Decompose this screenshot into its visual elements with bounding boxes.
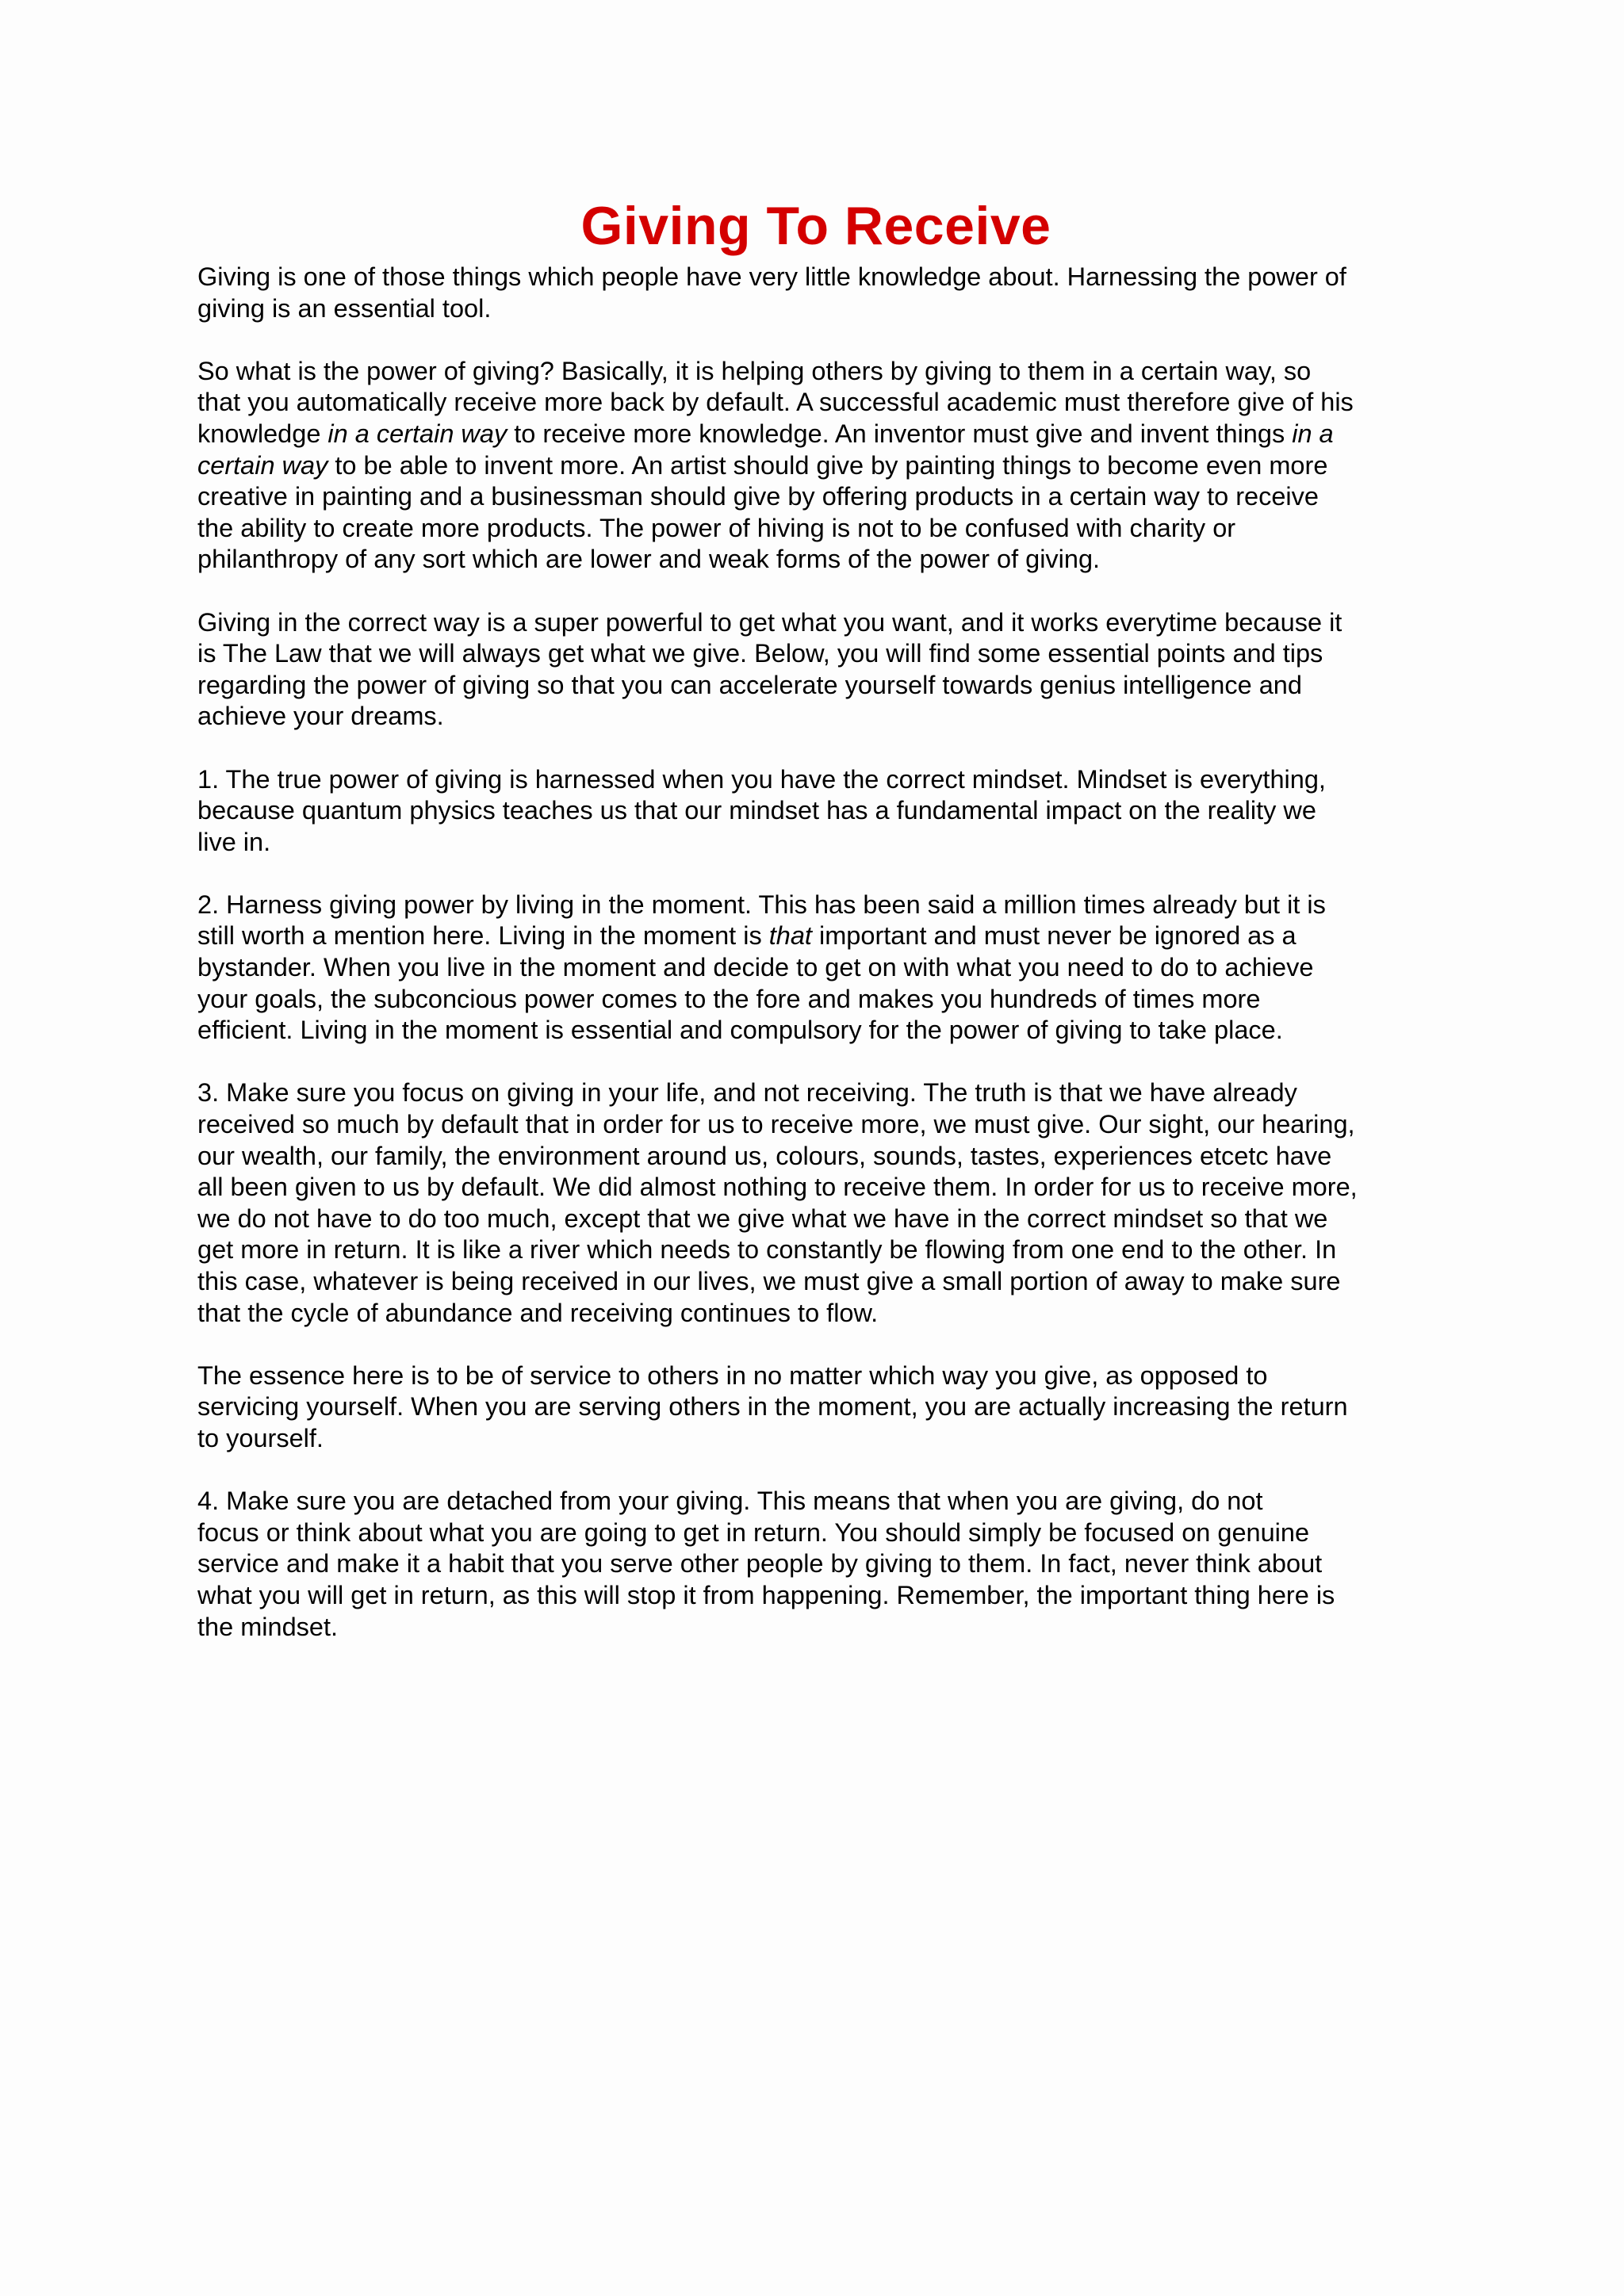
text-line [197,1266,1434,1298]
text-line [197,1423,1434,1455]
text-line [197,419,1434,450]
text-run: service and make it a habit that you serve other people by giving to them. In fact, never think about [197,1549,1323,1578]
text-line [197,1203,1434,1235]
text-run: efficient. Living in the moment is essential and compulsory for the power of giving to take place. [197,1016,1283,1045]
paragraph [197,1360,1434,1455]
paragraph-list [197,262,1434,1643]
paragraph [197,356,1434,576]
text-line [197,293,1434,325]
text-run: what you will get in return, as this will stop it from happening. Remember, the important thing here is [197,1580,1335,1609]
text-run: knowledge [197,419,328,448]
text-line [197,670,1434,702]
text-run: important and must never be ignored as a [811,921,1297,951]
text-line [197,387,1434,419]
paragraph [197,607,1434,733]
text-line [197,920,1434,952]
text-line [197,984,1434,1016]
text-run: because quantum physics teaches us that our mindset has a fundamental impact on the reality we [197,796,1316,825]
text-run: 3. Make sure you focus on giving in your life, and not receiving. The truth is that we have already [197,1078,1297,1108]
text-run: that you automatically receive more back by default. A successful academic must therefore give of his [197,388,1354,417]
text-run: achieve your dreams. [197,702,444,731]
text-run: that the cycle of abundance and receiving continues to flow. [197,1298,879,1327]
text-line [197,481,1434,513]
text-line [197,607,1434,639]
text-run: creative in painting and a businessman should give by offering products in a certain way to receive [197,482,1319,511]
text-line [197,890,1434,921]
text-line [197,544,1434,576]
text-line [197,1077,1434,1109]
text-run: get more in return. It is like a river which needs to constantly be flowing from one end to the other. In [197,1235,1337,1265]
text-line [197,1141,1434,1173]
text-run: is The Law that we will always get what we give. Below, you will find some essential points and tips [197,639,1323,668]
text-run: regarding the power of giving so that you can accelerate yourself towards genius intelligence and [197,670,1302,699]
text-run: we do not have to do too much, except that we give what we have in the correct mindset so that we [197,1203,1328,1233]
paragraph [197,1486,1434,1643]
text-line [197,1360,1434,1392]
text-run: Giving in the correct way is a super powerful to get what you want, and it works everytime because it [197,607,1342,637]
text-line [197,1517,1434,1549]
text-line [197,356,1434,388]
text-run: So what is the power of giving? Basically, it is helping others by giving to them in a certain way, so [197,356,1312,385]
text-run: 1. The true power of giving is harnessed when you have the correct mindset. Mindset is everything, [197,764,1326,794]
text-run: 4. Make sure you are detached from your giving. This means that when you are giving, do not [197,1487,1263,1516]
text-run: received so much by default that in order for us to receive more, we must give. Our sight, our hearing, [197,1110,1355,1139]
text-run: The essence here is to be of service to others in no matter which way you give, as opposed to [197,1360,1268,1390]
paragraph [197,1077,1434,1329]
text-line [197,638,1434,670]
text-line [197,450,1434,482]
paragraph [197,764,1434,859]
italic-text: certain way [197,450,328,480]
text-run: your goals, the subconcious power comes to the fore and makes you hundreds of times more [197,984,1261,1013]
text-line [197,1234,1434,1266]
text-run: philanthropy of any sort which are lower and weak forms of the power of giving. [197,545,1101,574]
text-run: bystander. When you live in the moment and decide to get on with what you need to do to achieve [197,953,1314,982]
text-run: 2. Harness giving power by living in the moment. This has been said a million times already but it is [197,890,1326,919]
italic-text: that [768,921,812,951]
text-line [197,1548,1434,1580]
paragraph [197,262,1434,324]
document-title: Giving To Receive [580,196,1051,256]
italic-text: in a [1292,419,1334,448]
text-run: the ability to create more products. The power of hiving is not to be confused with charity or [197,513,1236,542]
text-run: still worth a mention here. Living in the moment is [197,921,769,951]
text-run: live in. [197,827,271,856]
text-run: giving is an essential tool. [197,293,492,323]
text-line [197,1486,1434,1517]
text-line [197,513,1434,545]
text-run: to be able to invent more. An artist should give by painting things to become even more [327,450,1328,480]
text-line [197,827,1434,859]
italic-text: in a certain way [327,419,508,448]
text-line [197,1580,1434,1612]
text-run: this case, whatever is being received in our lives, we must give a small portion of away to make sure [197,1267,1341,1295]
paragraph [197,890,1434,1047]
text-line [197,262,1434,293]
text-line [197,1109,1434,1141]
document-body [197,190,1434,1674]
text-run: to yourself. [197,1423,324,1452]
text-line [197,952,1434,984]
text-run: servicing yourself. When you are serving others in the moment, you are actually increasing the return [197,1392,1348,1422]
text-line [197,701,1434,733]
text-line [197,1015,1434,1047]
text-run: the mindset. [197,1612,339,1641]
text-run: our wealth, our family, the environment around us, colours, sounds, tastes, experiences etcetc have [197,1141,1332,1170]
text-run: all been given to us by default. We did almost nothing to receive them. In order for us to receive more, [197,1173,1358,1202]
text-run: focus or think about what you are going to get in return. You should simply be focused on genuine [197,1517,1310,1547]
text-line [197,1298,1434,1330]
text-line [197,1391,1434,1423]
text-line [197,1612,1434,1644]
text-line [197,764,1434,796]
text-line [197,1172,1434,1203]
text-run: Giving is one of those things which people have very little knowledge about. Harnessing the power of [197,262,1346,291]
text-run: to receive more knowledge. An inventor must give and invent things [507,419,1293,448]
text-line [197,795,1434,827]
